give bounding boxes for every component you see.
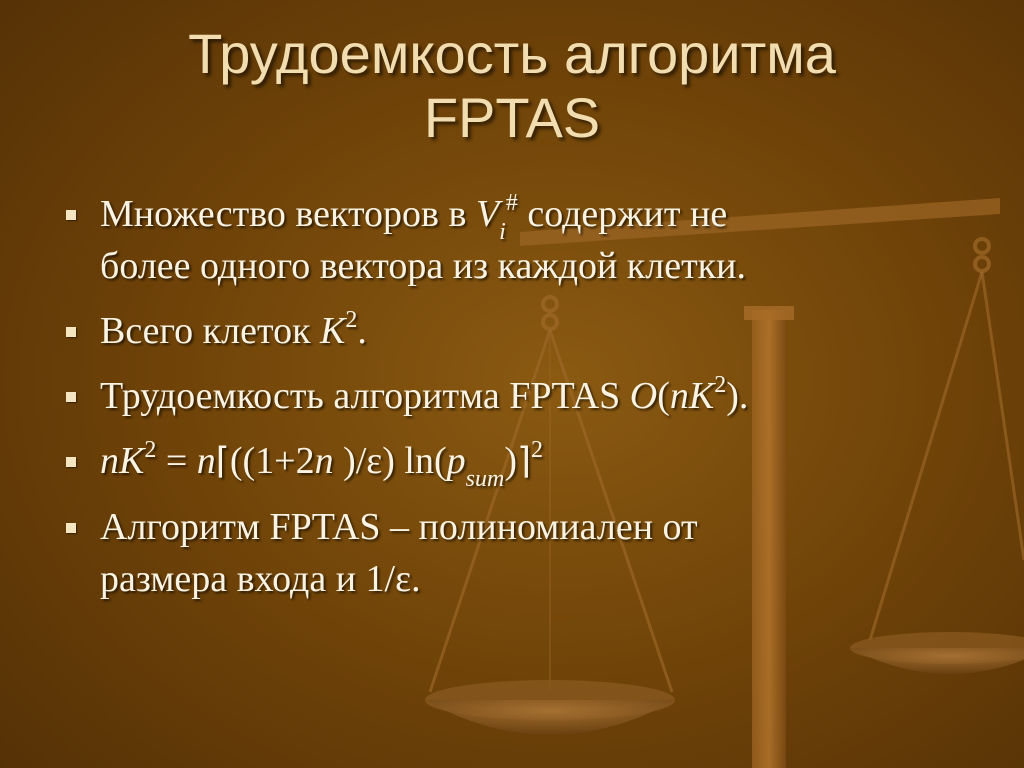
math-expr: )/ε) ln(: [333, 440, 447, 482]
bullet-cells: [60, 305, 920, 357]
bullet-text: Всего клеток: [100, 310, 321, 352]
bullet-text: размера входа и 1/ε.: [100, 558, 421, 600]
math-superscript: 2: [714, 372, 727, 399]
ceiling-open-icon: ⌈: [215, 441, 230, 482]
title-line-2: FPTAS: [423, 86, 601, 149]
math-var: n: [669, 375, 689, 417]
math-expr: ): [504, 440, 517, 482]
title-line-1: Трудоемкость алгоритма: [188, 22, 836, 85]
bullet-text: Трудоемкость алгоритма FPTAS: [100, 375, 630, 417]
math-superscript: #: [505, 190, 518, 217]
slide-title: [60, 22, 964, 150]
math-subscript: sum: [465, 465, 505, 492]
bullet-polynomial: [60, 501, 920, 605]
bullet-formula: [60, 435, 920, 492]
math-var: V: [475, 193, 500, 235]
math-superscript: 2: [345, 307, 358, 334]
math-var: p: [446, 440, 466, 482]
bullet-list: [60, 188, 920, 618]
math-var: K: [320, 310, 346, 352]
math-var: n: [196, 440, 216, 482]
math-var: n: [100, 440, 119, 482]
math-expr: ((1+2: [229, 440, 315, 482]
bullet-text: .: [357, 310, 367, 352]
bullet-text: содержит не: [517, 193, 728, 235]
bullet-text: Алгоритм FPTAS – полиномиален от: [100, 506, 698, 548]
math-superscript: 2: [144, 437, 157, 464]
math-var: O: [629, 375, 658, 417]
math-subscript: i: [499, 218, 506, 245]
bullet-text: Множество векторов в: [100, 193, 476, 235]
ceiling-close-icon: ⌉: [516, 441, 532, 482]
math-paren: (: [657, 375, 670, 417]
bullet-text: более одного вектора из каждой клетки.: [100, 245, 746, 287]
math-paren: ).: [726, 375, 749, 417]
math-superscript: 2: [531, 437, 544, 464]
math-var: K: [119, 440, 145, 482]
math-var: K: [688, 375, 715, 417]
math-equals: =: [156, 440, 197, 482]
bullet-complexity: [60, 370, 920, 422]
math-var: n: [314, 440, 334, 482]
bullet-vectors: [60, 188, 920, 292]
